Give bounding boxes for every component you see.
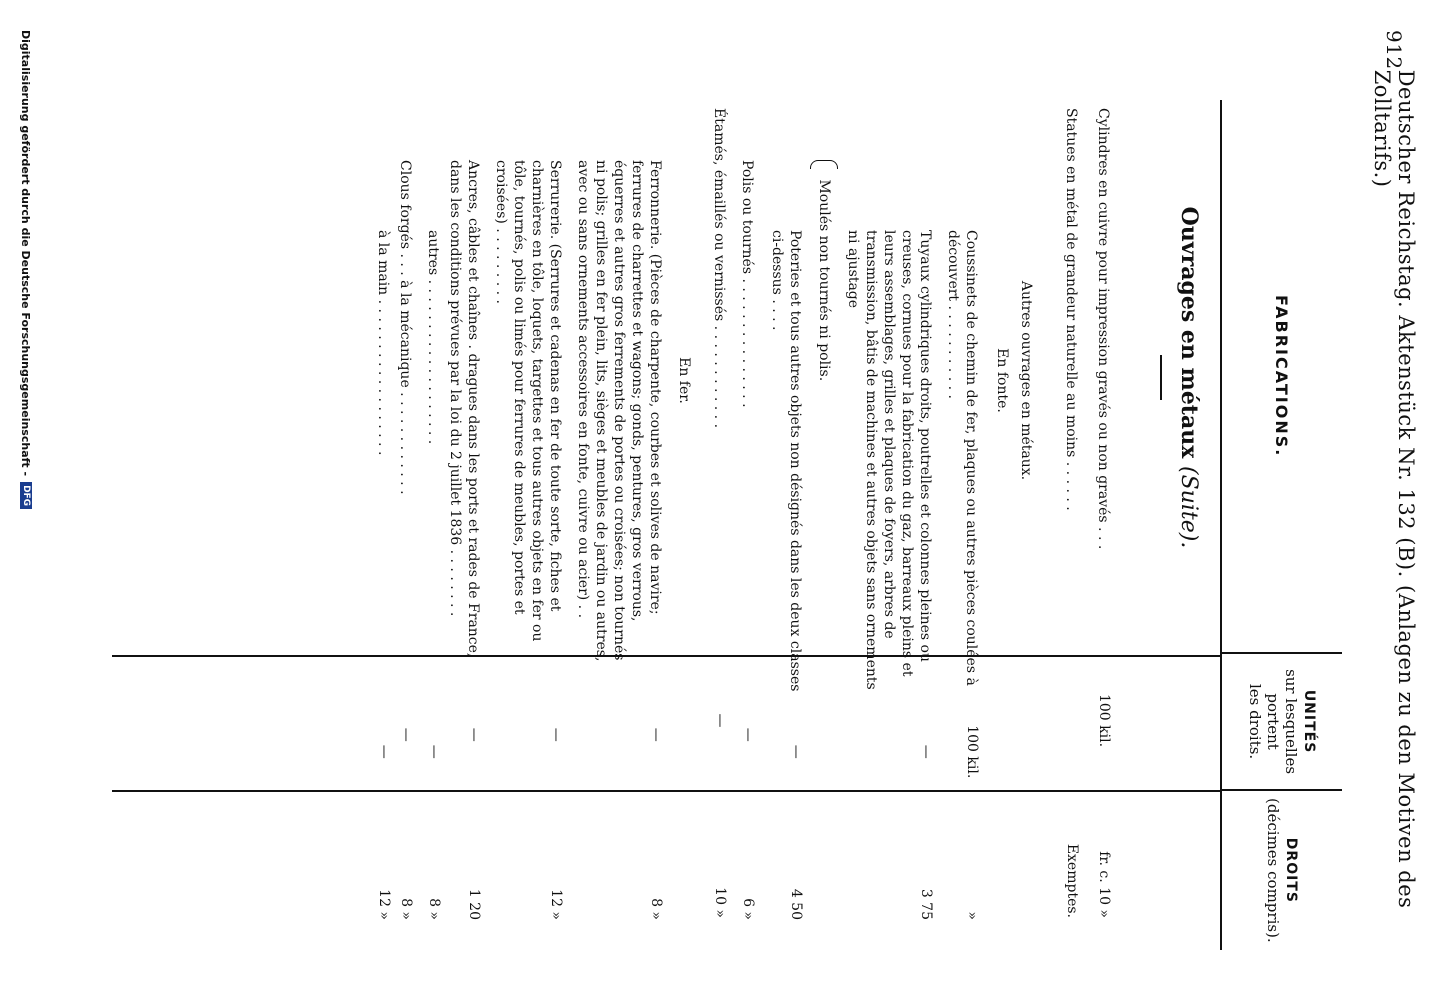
- row-description: Ancres, câbles et chaînes . dragues dans les ports et rades de France, dans les conditions prévues par la loi du 2 juillet 1836 . . . . . . . .: [447, 160, 481, 658]
- row-duty: fr. c. 10 »: [1096, 851, 1112, 918]
- row-description: Statues en métal de grandeur naturelle au moins . . . . . .: [1063, 108, 1079, 511]
- row-unit: —: [466, 727, 482, 742]
- table-row: [768, 100, 804, 950]
- col-unites-title: UNITÉS: [1301, 689, 1317, 754]
- row-duty: Exemptes.: [1064, 843, 1080, 918]
- table-header: [1220, 100, 1342, 950]
- row-duty: 3 75: [918, 888, 934, 920]
- digitization-note: [12, 30, 40, 960]
- row-description: Clous forgés . . . à la mécanique . . . . . . . . . . . .: [397, 160, 413, 495]
- row-description: [810, 100, 838, 671]
- row-description: Étamés, émaillés ou vernissés . . . . . . . . . . . .: [711, 108, 727, 429]
- row-description: Coussinets de chemin de fer, plaques ou autres pièces coulées à découvert . . . . . . . . . . .: [945, 230, 979, 686]
- row-unit: —: [398, 727, 414, 742]
- col-unites-line4: les droits.: [1246, 683, 1264, 760]
- section-rule: [1160, 355, 1162, 400]
- digitization-text: Digitalisierung gefördert durch die Deutsche Forschungsgemeinschaft -: [19, 30, 33, 477]
- subgroup-heading: En fer.: [676, 357, 692, 404]
- table-row: [374, 100, 392, 950]
- row-unit: —: [648, 727, 664, 742]
- row-unit: [1062, 653, 1080, 788]
- table-row: [396, 100, 414, 950]
- table-row: [710, 100, 728, 950]
- col-droits: [1222, 789, 1342, 950]
- table-row: [674, 100, 694, 950]
- section-title: [1176, 100, 1202, 655]
- row-description: autres . . . . . . . . . . . . . . . . . . .: [425, 230, 441, 445]
- row-unit: —: [740, 727, 756, 742]
- page-header: [1370, 30, 1418, 960]
- table-row: [492, 100, 564, 950]
- row-duty: 4 50: [788, 888, 804, 920]
- col-unites: [1222, 652, 1342, 788]
- tariff-table: [112, 100, 1342, 950]
- row-unit: —: [918, 744, 934, 759]
- row-unit: 100 kil.: [1096, 693, 1112, 748]
- row-duty: 6 »: [740, 898, 756, 920]
- col-unites-line2: sur lesquelles: [1282, 669, 1300, 775]
- col-unites-line3: portent: [1264, 693, 1282, 750]
- row-unit: —: [376, 744, 392, 759]
- table-row: [1094, 100, 1112, 950]
- tariff-rows: [374, 100, 1142, 950]
- row-description: Polis ou tournés . . . . . . . . . . . . . . .: [739, 160, 755, 408]
- table-row: [1062, 100, 1080, 950]
- row-duty: 10 »: [712, 887, 728, 918]
- col-droits-title: DROITS: [1283, 837, 1299, 903]
- group-heading: Autres ouvrages en métaux.: [1018, 280, 1034, 481]
- row-description: Tuyaux cylindriques droits, poutrelles et colonnes pleines ou creuses, cornues pour la fabrication du gaz, barreaux pleins et leurs assemblages, grilles et plaques de foyers, arbres de transmission, bâtis de machines et autres objets sans ornements ni ajustage: [845, 230, 933, 690]
- row-description: Serrurerie. (Serrures et cadenas en fer de toute sorte, fiches et charnières en tôle, loquets, targettes et tous autres objets en fer ou tôle, tournés, polis ou limés pour ferrures de meubles, portes et croisées) . . . . . . . . .: [493, 160, 563, 642]
- row-duty: 12 »: [548, 889, 564, 920]
- table-row: [738, 100, 756, 950]
- row-duty: 8 »: [648, 898, 664, 920]
- row-unit: —: [548, 727, 564, 742]
- row-unit: —: [788, 744, 804, 759]
- row-unit: [810, 671, 838, 798]
- dfg-logo: DFG: [20, 482, 32, 509]
- brace-icon: [810, 160, 838, 169]
- row-duty: »: [964, 911, 980, 920]
- section-title-text: Ouvrages en métaux: [1176, 206, 1202, 459]
- running-title: Deutscher Reichstag. Aktenstück Nr. 132 (B). (Anlagen zu den Motiven des Zolltarifs.): [1370, 69, 1418, 909]
- row-description: Poteries et tous autres objets non désignés dans les deux classes ci-dessus . . . .: [769, 230, 803, 692]
- table-row: [844, 100, 934, 950]
- row-label: Moulés non tournés ni polis.: [816, 179, 832, 382]
- row-unit: —: [426, 744, 442, 759]
- table-row: [424, 100, 442, 950]
- row-unit: 100 kil.: [964, 725, 980, 779]
- row-duty: 1 20: [466, 888, 482, 920]
- row-duty: [810, 798, 838, 950]
- table-row: [1016, 100, 1036, 950]
- col-fabrications: FABRICATIONS.: [1272, 295, 1292, 458]
- row-description: Cylindres en cuivre pour impression gravés ou non gravés . . .: [1095, 108, 1111, 550]
- row-duty: 8 »: [398, 898, 414, 920]
- table-row: [992, 100, 1012, 950]
- subgroup-heading: En fonte.: [994, 348, 1010, 413]
- col-droits-note: (décimes compris).: [1264, 798, 1282, 943]
- page-number: 912: [1382, 30, 1406, 70]
- row-description: à la main . . . . . . . . . . . . . . . . . .: [375, 230, 391, 456]
- table-row: [446, 100, 482, 950]
- row-description: Ferronnerie. (Pièces de charpente, courbes et solives de navire; ferrures de charrettes et wagons; gonds, pentures, gros verrous, équerres et autres gros ferrements de portes ou croisées; non tournés ni polis; grilles en fer plein, lits, sièges et meubles de jardin ou autres, avec ou sans ornements accessoires en fonte, cuivre ou acier) . .: [575, 160, 663, 662]
- section-title-suffix: (Suite).: [1176, 466, 1201, 549]
- row-unit: —: [712, 713, 728, 728]
- table-row: [574, 100, 664, 950]
- row-duty: 8 »: [426, 898, 442, 920]
- table-row: [944, 100, 980, 950]
- row-duty: 12 »: [376, 889, 392, 920]
- table-row: [810, 100, 838, 950]
